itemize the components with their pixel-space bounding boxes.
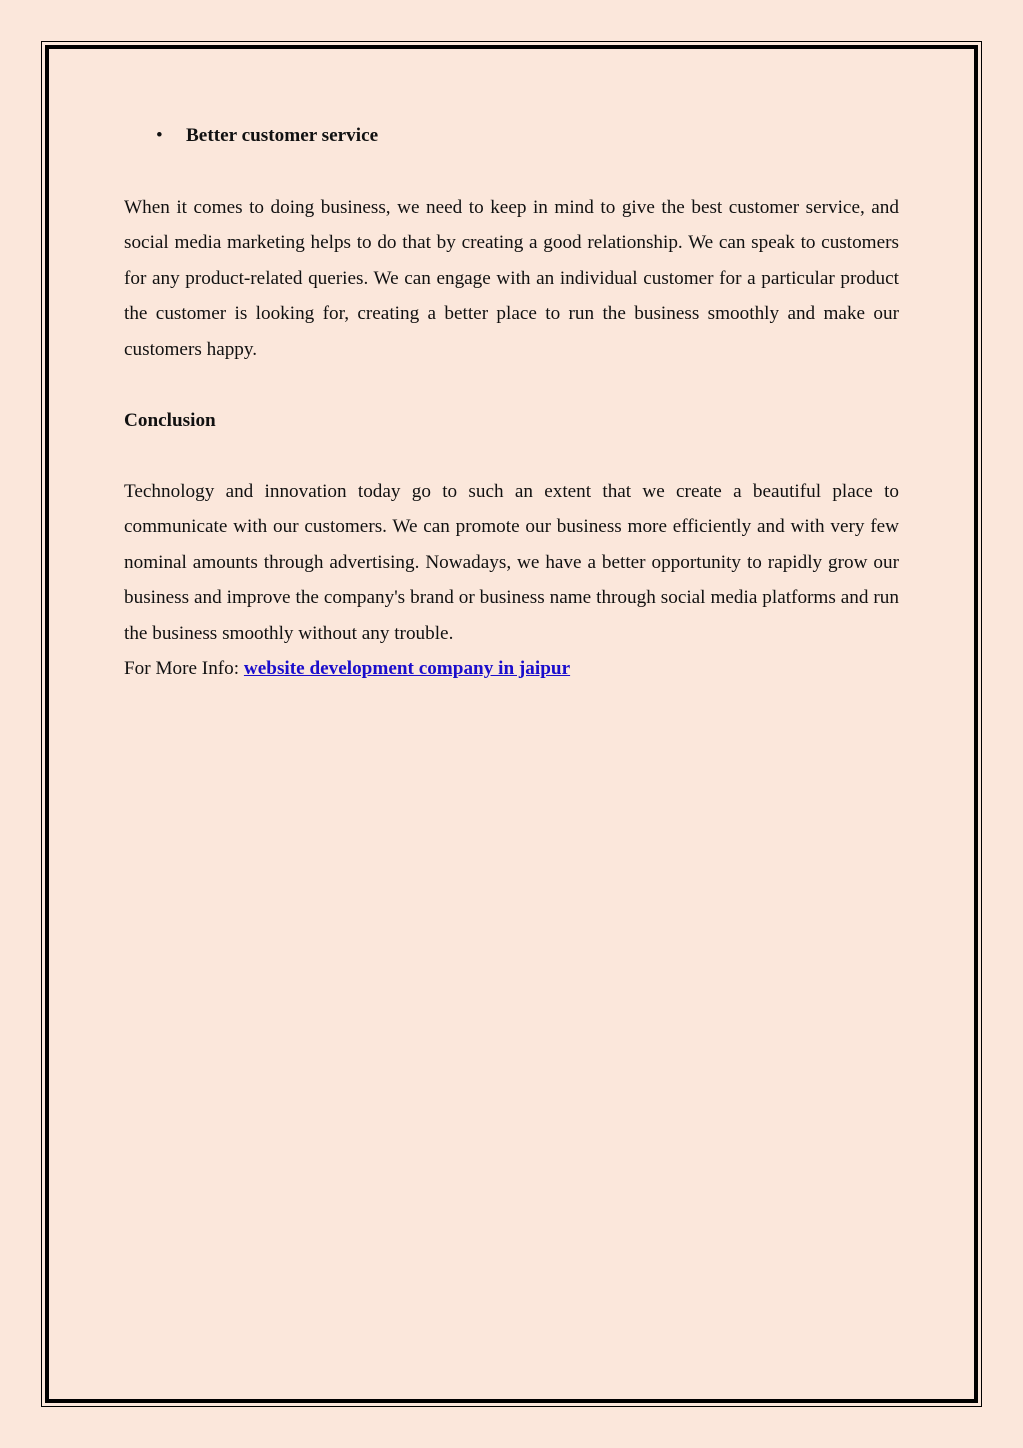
bullet-icon: • (156, 125, 163, 146)
more-info-line (124, 651, 899, 687)
conclusion-paragraph: Technology and innovation today go to such an extent that we create a beautiful place to communicate with our customers. We can promote our business more efficiently and with very few nominal amounts through advertising. Nowadays, we have a better opportunity to rapidly grow our business and improve the company's brand or business name through social media platforms and run the business smoothly without any trouble. (124, 480, 899, 644)
document-body (124, 118, 899, 687)
section-heading: Better customer service (186, 125, 379, 146)
more-info-label: For More Info: (124, 658, 244, 679)
spacer (124, 367, 899, 403)
customer-service-paragraph: When it comes to doing business, we need to keep in mind to give the best customer service, and social media marketing helps to do that by creating a good relationship. We can speak to customers for any product-related queries. We can engage with an individual customer for a particular product the customer is looking for, creating a better place to run the business smoothly and make our customers happy. (124, 196, 899, 360)
more-info-link[interactable]: website development company in jaipur (243, 658, 571, 679)
bullet-list-item (124, 118, 899, 154)
spacer (124, 438, 899, 474)
spacer (124, 154, 899, 190)
conclusion-heading: Conclusion (124, 409, 216, 431)
